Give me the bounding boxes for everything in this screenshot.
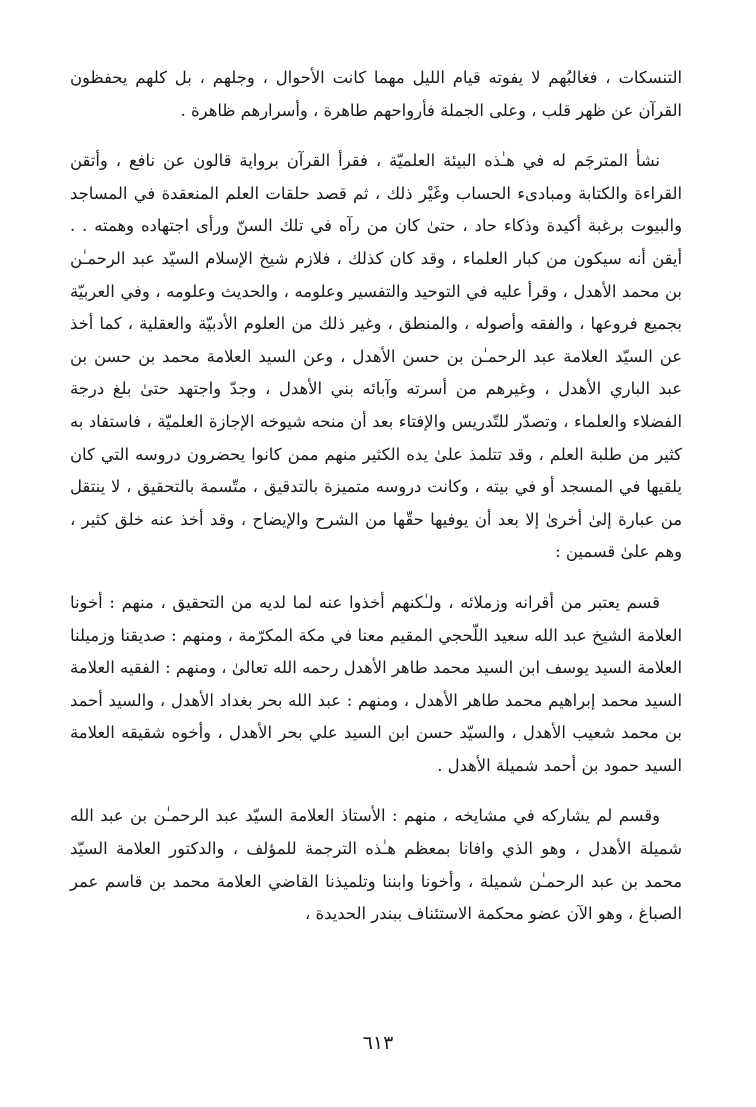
paragraph-gap — [70, 782, 682, 800]
page-number: ٦١٣ — [362, 1032, 394, 1054]
paragraph-gap — [70, 569, 682, 587]
paragraph-other-students: وقسم لم يشاركه في مشايخه ، منهم : الأستاذ العلامة السيّد عبد الرحمـٰن بن عبد الله شميلة الأهدل ، وهو الذي وافانا بمعظم هـٰذه الترجمة للمؤلف ، والدكتور العلامة السيّد محمد بن عبد الرحمـٰن شميلة ، وأخونا وابننا وتلميذنا القاضي العلامة محمد بن قاسم عمر الصباغ ، وهو الآن عضو محكمة الاستئناف ببندر الحديدة ، — [70, 806, 682, 924]
paragraph-upbringing: نشأ المترجَم له في هـٰذه البيئة العلميّة ، فقرأ القرآن برواية قالون عن نافع ، وأتقن القراءة والكتابة ومبادىء الحساب وغَيْر ذلك ، ثم قصد حلقات العلم المنعقدة في المساجد والبيوت برغبة أكيدة وذكاء حاد ، حتىٰ كان من رآه في تلك السنّ ورأى اجتهاده وهمته . . أيقن أنه سيكون من كبار العلماء ، وقد كان كذلك ، فلازم شيخ الإسلام السيّد عبد الرحمـٰن بن محمد الأهدل ، وقرأ عليه في التوحيد والتفسير وعلومه ، والحديث وعلومه ، وفي العربيّة بجميع فروعها ، والفقه وأصوله ، والمنطق ، وغير ذلك من العلوم الأدبيّة والعقلية ، كما أخذ عن السيّد العلامة عبد الرحمـٰن بن حسن الأهدل ، وعن السيد العلامة محمد بن حسن بن عبد الباري الأهدل ، وغيرهم من أسرته وآبائه بني الأهدل ، وجدّ واجتهد حتىٰ بلغ درجة الفضلاء والعلماء ، وتصدّر للتّدريس والإفتاء بعد أن منحه شيوخه الإجازة العلميّة ، فاستفاد به كثير من طلبة العلم ، وقد تتلمذ علىٰ يده الكثير منهم ممن كانوا يحضرون دروسه التي كان يلقيها في المسجد أو في بيته ، وكانت دروسه متميزة بالتدقيق ، متّسمة بالتحقيق ، لا ينتقل من عبارة إلىٰ أخرىٰ إلا بعد أن يوفيها حقّها من الشرح والإيضاح ، وقد أخذ عنه خلق كثير ، وهم علىٰ قسمين : — [70, 151, 682, 562]
page-body — [70, 62, 682, 1062]
paragraph-gap — [70, 127, 682, 145]
paragraph-continuation: التنسكات ، فغالبُهم لا يفوته قيام الليل مهما كانت الأحوال ، وجلهم ، بل كلهم يحفظون القرآن عن ظهر قلب ، وعلى الجملة فأرواحهم طاهرة ، وأسرارهم ظاهرة . — [70, 68, 682, 120]
paragraph-peer-students: قسم يعتبر من أقرانه وزملائه ، ولـٰكنهم أخذوا عنه لما لديه من التحقيق ، منهم : أخونا العلامة الشيخ عبد الله سعيد اللّحجي المقيم معنا في مكة المكرّمة ، ومنهم : صديقنا وزميلنا العلامة السيد يوسف ابن السيد محمد طاهر الأهدل رحمه الله تعالىٰ ، ومنهم : الفقيه العلامة السيد محمد إبراهيم محمد طاهر الأهدل ، ومنهم : عبد الله بحر بغداد الأهدل ، والسيد أحمد بن محمد شعيب الأهدل ، والسيّد حسن ابن السيد علي بحر الأهدل ، وأخوه شقيقه العلامة السيد حمود بن أحمد شميلة الأهدل . — [70, 592, 682, 775]
